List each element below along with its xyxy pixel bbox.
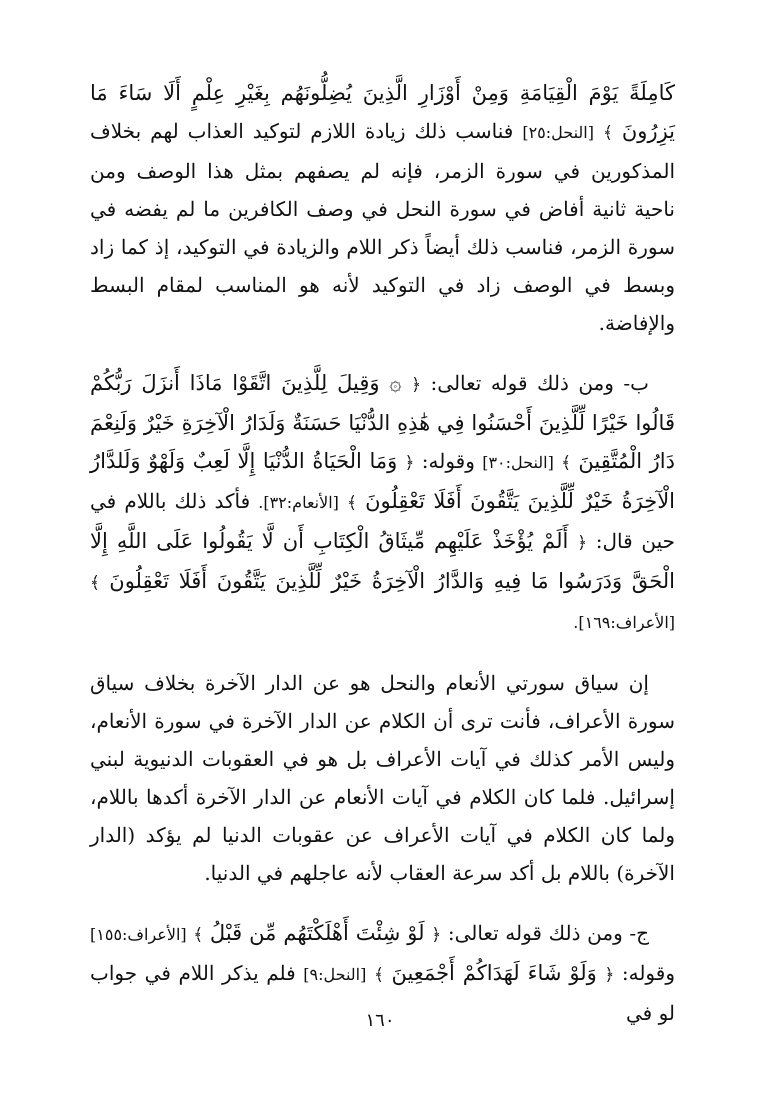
verse-close-bracket: ﴾ <box>373 965 384 985</box>
quran-verse: كَامِلَةً يَوْمَ الْقِيَامَةِ وَمِنْ أَوْزَارِ الَّذِينَ يُضِلُّونَهُم بِغَيْرِ عِلْمٍ أَلَا سَاءَ مَا يَزِرُونَ <box>90 81 676 143</box>
paragraph-3 <box>90 664 675 892</box>
verse-open-bracket: ﴿ <box>604 965 615 985</box>
body-text: ب- ومن ذلك قوله تعالى: <box>430 371 649 395</box>
body-text: وقوله: <box>621 961 675 985</box>
quran-verse: وَلَوْ شَاءَ لَهَدَاكُمْ أَجْمَعِينَ <box>391 961 597 985</box>
verse-open-bracket: ﴿ <box>411 375 422 395</box>
quran-verse: أَلَمْ يُؤْخَذْ عَلَيْهِم مِّيثَاقُ الْكِتَابِ أَن لَّا يَقُولُوا عَلَى اللَّهِ إِلَّا الْحَقَّ وَدَرَسُوا مَا فِيهِ وَالدَّارُ الْآخِرَةُ خَيْرٌ لِّلَّذِينَ يَتَّقُونَ أَفَلَا تَعْقِلُونَ <box>90 529 675 593</box>
quran-verse: وَمَا الْحَيَاةُ الدُّنْيَا إِلَّا لَعِبٌ وَلَهْوٌ وَلَلدَّارُ الْآخِرَةُ خَيْرٌ لِّلَّذِينَ يَتَّقُونَ أَفَلَا تَعْقِلُونَ <box>90 449 676 513</box>
verse-reference: [النحل:٢٥] <box>522 123 594 142</box>
verse-reference: [النحل:٩] <box>303 965 367 984</box>
body-text: فأكد ذلك باللام في حين قال: <box>90 489 675 553</box>
verse-close-bracket: ﴾ <box>602 123 613 143</box>
quran-verse: ۞ وَقِيلَ لِلَّذِينَ اتَّقَوْا مَاذَا أَنزَلَ رَبُّكُمْ قَالُوا خَيْرًا لِّلَّذِينَ أَحْسَنُوا فِي هَٰذِهِ الدُّنْيَا حَسَنَةٌ وَلَدَارُ الْآخِرَةِ خَيْرٌ وَلَنِعْمَ دَارُ الْمُتَّقِينَ <box>90 371 675 473</box>
body-text: فلم يذكر اللام في جواب لو في <box>90 961 675 1025</box>
verse-reference: [النحل:٣٠] <box>482 453 554 472</box>
verse-open-bracket: ﴿ <box>404 453 415 473</box>
verse-reference: [الأعراف:١٦٩]. <box>573 613 675 632</box>
verse-open-bracket: ﴿ <box>431 925 442 945</box>
verse-close-bracket: ﴾ <box>90 573 100 593</box>
verse-close-bracket: ﴾ <box>561 453 572 473</box>
verse-reference: [الأعراف:١٥٥] <box>90 925 187 944</box>
body-text: إن سياق سورتي الأنعام والنحل هو عن الدار الآخرة بخلاف سياق سورة الأعراف، فأنت ترى أن الكلام عن الدار الآخرة في سورة الأنعام، وليس الأمر كذلك في آيات الأعراف بل هو في العقوبات الدنيوية لبني إسرائيل. فلما كان الكلام في آيات الأنعام عن الدار الآخرة أكدها باللام، ولما كان الكلام في آيات الأعراف عن عقوبات الدنيا لم يؤكد (الدار الآخرة) باللام بل أكد سرعة العقاب لأنه عاجلهم في الدنيا. <box>90 671 675 885</box>
body-text: وقوله: <box>421 449 475 473</box>
verse-close-bracket: ﴾ <box>347 493 357 513</box>
verse-reference: [الأنعام:٣٢]. <box>258 493 339 512</box>
paragraph-2 <box>90 364 675 642</box>
body-text: ج- ومن ذلك قوله تعالى: <box>447 921 650 945</box>
page-body <box>90 74 675 1032</box>
page-number: ١٦٠ <box>365 1010 395 1031</box>
verse-open-bracket: ﴿ <box>577 533 588 553</box>
paragraph-1 <box>90 74 675 342</box>
verse-close-bracket: ﴾ <box>193 925 204 945</box>
body-text: فناسب ذلك زيادة اللازم لتوكيد العذاب لهم بخلاف المذكورين في سورة الزمر، فإنه لم يصفهم بمثل هذا الوصف ومن ناحية ثانية أفاض في سورة النحل في وصف الكافرين ما لم يفضه في سورة الزمر، فناسب ذلك أيضاً ذكر اللام والزيادة في التوكيد، إذ كما زاد وبسط في الوصف زاد في التوكيد لأنه هو المناسب لمقام البسط والإفاضة. <box>90 119 675 335</box>
quran-verse: لَوْ شِئْتَ أَهْلَكْتَهُم مِّن قَبْلُ <box>209 921 425 945</box>
